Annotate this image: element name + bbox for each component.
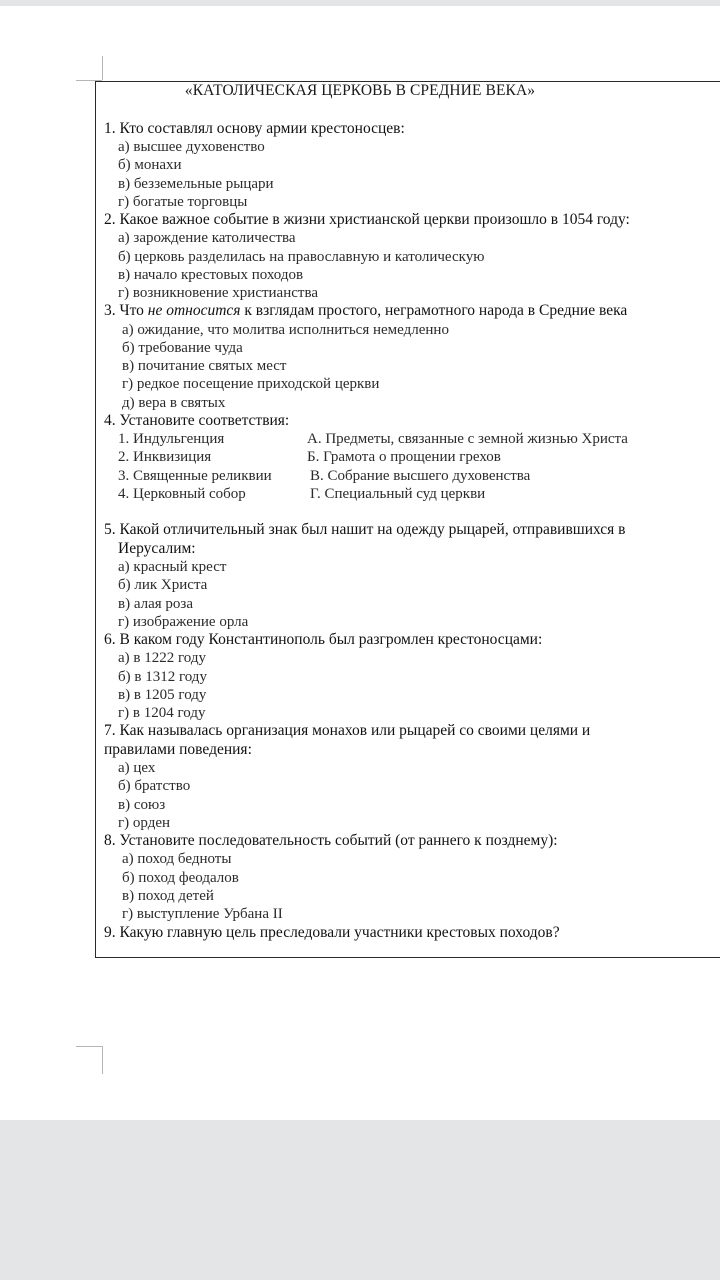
question-6: 6. В каком году Константинополь был разгромлен крестоносцами: — [104, 631, 543, 648]
q8-option-b: б) поход феодалов — [122, 870, 239, 886]
q2-option-a: а) зарождение католичества — [118, 230, 296, 246]
q5-option-c: в) алая роза — [118, 596, 193, 612]
q5-option-b: б) лик Христа — [118, 577, 208, 593]
q3-option-c: в) почитание святых мест — [122, 358, 287, 374]
q4-left-4: 4. Церковный собор — [118, 486, 246, 502]
q6-option-c: в) в 1205 году — [118, 687, 207, 703]
q3-suffix: к взглядам простого, неграмотного народа в Средние века — [240, 302, 628, 319]
q6-option-b: б) в 1312 году — [118, 669, 207, 685]
q3-option-d: г) редкое посещение приходской церкви — [122, 376, 380, 392]
q3-prefix: 3. Что — [104, 302, 148, 319]
q8-option-a: а) поход бедноты — [122, 851, 232, 867]
q8-option-d: г) выступление Урбана II — [122, 906, 283, 922]
question-9: 9. Какую главную цель преследовали участники крестовых походов? — [104, 924, 560, 941]
q4-right-b: Б. Грамота о прощении грехов — [307, 449, 501, 465]
question-8: 8. Установите последовательность событий (от раннего к позднему): — [104, 832, 558, 849]
q8-option-c: в) поход детей — [122, 888, 214, 904]
q1-option-c: в) безземельные рыцари — [118, 176, 274, 192]
q7-option-b: б) братство — [118, 778, 191, 794]
q1-option-b: б) монахи — [118, 157, 182, 173]
question-4: 4. Установите соответствия: — [104, 412, 290, 429]
question-3 — [104, 302, 627, 320]
q7-option-a: а) цех — [118, 760, 156, 776]
corner-mark-bottom — [76, 1046, 102, 1047]
q1-option-d: г) богатые торговцы — [118, 194, 248, 210]
q4-right-d: Г. Специальный суд церкви — [310, 486, 486, 502]
question-1: 1. Кто составлял основу армии крестоносцев: — [104, 120, 405, 137]
question-2: 2. Какое важное событие в жизни христианской церкви произошло в 1054 году: — [104, 211, 630, 228]
q4-left-3: 3. Священные реликвии — [118, 468, 272, 484]
page-title: «КАТОЛИЧЕСКАЯ ЦЕРКОВЬ В СРЕДНИЕ ВЕКА» — [184, 82, 536, 99]
q2-option-d: г) возникновение христианства — [118, 285, 318, 301]
q3-option-e: д) вера в святых — [122, 395, 226, 411]
q4-right-a: А. Предметы, связанные с земной жизнью Христа — [307, 431, 628, 447]
question-5-cont: Иерусалим: — [118, 540, 196, 557]
corner-mark-bottom-v — [102, 1046, 103, 1074]
question-7-cont: правилами поведения: — [104, 741, 252, 758]
q2-option-b: б) церковь разделилась на православную и католическую — [118, 249, 485, 265]
q5-option-d: г) изображение орла — [118, 614, 249, 630]
q7-option-d: г) орден — [118, 815, 171, 831]
q2-option-c: в) начало крестовых походов — [118, 267, 304, 283]
q7-option-c: в) союз — [118, 797, 166, 813]
q3-option-b: б) требование чуда — [122, 340, 243, 356]
q6-option-a: а) в 1222 году — [118, 650, 206, 666]
q4-left-2: 2. Инквизиция — [118, 449, 212, 465]
q5-option-a: а) красный крест — [118, 559, 227, 575]
q1-option-a: а) высшее духовенство — [118, 139, 265, 155]
question-7: 7. Как называлась организация монахов или рыцарей со своими целями и — [104, 722, 591, 739]
q3-option-a: а) ожидание, что молитва исполниться немедленно — [122, 322, 449, 338]
question-5: 5. Какой отличительный знак был нашит на одежду рыцарей, отправившихся в — [104, 521, 626, 538]
q6-option-d: г) в 1204 году — [118, 705, 206, 721]
q3-emphasis: не относится — [147, 302, 241, 319]
corner-mark-top-v — [102, 56, 103, 80]
q4-right-c: В. Собрание высшего духовенства — [310, 468, 531, 484]
q4-left-1: 1. Индульгенция — [118, 431, 225, 447]
